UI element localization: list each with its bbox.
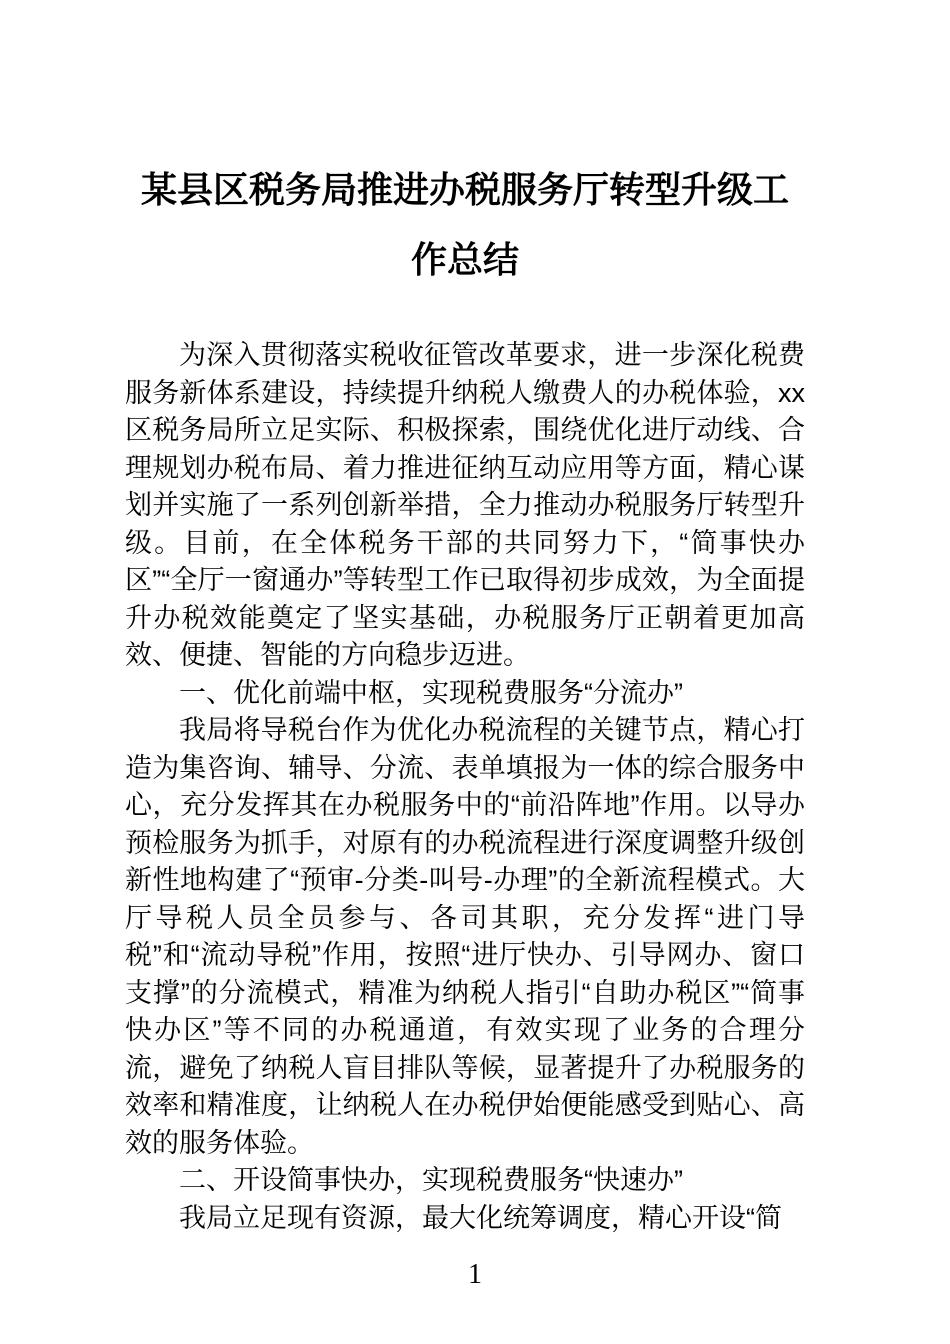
- paragraph-section-1: 我局将导税台作为优化办税流程的关键节点，精心打造为集咨询、辅导、分流、表单填报为一体的综合服务中心，充分发挥其在办税服务中的“前沿阵地”作用。以导办预检服务为抓手，对原有的办税流程进行深度调整升级创新性地构建了“预审-分类-叫号-办理”的全新流程模式。大厅导税人员全员参与、各司其职，充分发挥“进门导税”和“流动导税”作用，按照“进厅快办、引导网办、窗口支撑”的分流模式，精准为纳税人指引“自助办税区”“简事快办区”等不同的办税通道，有效实现了业务的合理分流，避免了纳税人盲目排队等候，显著提升了办税服务的效率和精准度，让纳税人在办税伊始便能感受到贴心、高效的服务体验。: [125, 715, 805, 1158]
- page-number: 1: [468, 1259, 482, 1290]
- paragraph-intro: 为深入贯彻落实税收征管改革要求，进一步深化税费服务新体系建设，持续提升纳税人缴费人的办税体验，xx区税务局所立足实际、积极探索，围绕优化进厅动线、合理规划办税布局、着力推进征纳互动应用等方面，精心谋划并实施了一系列创新举措，全力推动办税服务厅转型升级。目前，在全体税务干部的共同努力下，“简事快办区”“全厅一窗通办”等转型工作已取得初步成效，为全面提升办税效能奠定了坚实基础，办税服务厅正朝着更加高效、便捷、智能的方向稳步迈进。: [125, 340, 805, 670]
- section-heading-1: 一、优化前端中枢，实现税费服务“分流办”: [179, 677, 683, 708]
- document-title: 某县区税务局推进办税服务厅转型升级工作总结: [140, 169, 789, 280]
- section-heading-2: 二、开设简事快办，实现税费服务“快速办”: [179, 1165, 683, 1195]
- paragraph-section-2: 我局立足现有资源，最大化统筹调度，精心开设“简: [179, 1202, 782, 1233]
